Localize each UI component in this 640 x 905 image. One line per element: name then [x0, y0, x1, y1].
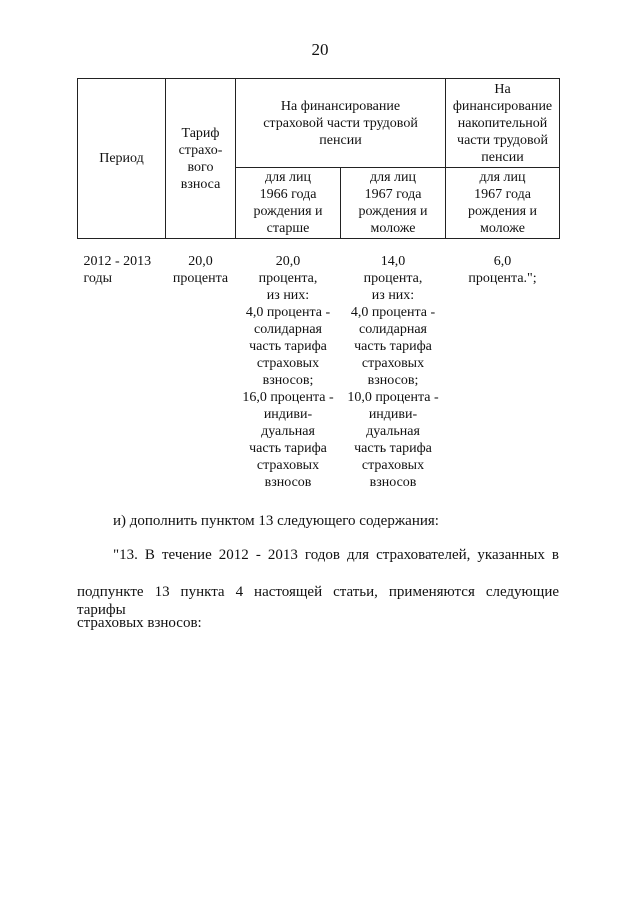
header-period: Период: [78, 79, 166, 239]
cell-older: 20,0 процента, из них: 4,0 процента - солидарная часть тарифа страховых взносов; 16,0 процента - индиви- дуальная часть тарифа страховых взносов: [242, 254, 334, 490]
subheader-born-1966-and-older: для лиц 1966 года рождения и старше: [236, 168, 341, 239]
cell-period: 2012 - 2013 годы: [83, 254, 152, 286]
page-number: 20: [311, 40, 329, 59]
item-i-text: и) дополнить пунктом 13 следующего содержания:: [113, 513, 439, 529]
cell-tariff: 20,0 процента: [172, 254, 229, 286]
subheader-funded-born-1967-and-younger: для лиц 1967 года рождения и моложе: [446, 168, 560, 239]
header-tariff: Тариф страхо- вого взноса: [166, 79, 236, 239]
subheader-born-1967-and-younger: для лиц 1967 года рождения и моложе: [341, 168, 446, 239]
clause-13-line-3: страховых взносов:: [77, 615, 202, 631]
header-funded-part: На финансирование накопительной части трудовой пенсии: [446, 79, 560, 168]
cell-younger: 14,0 процента, из них: 4,0 процента - солидарная часть тарифа страховых взносов; 10,0 процента - индиви- дуальная часть тарифа страховых взносов: [347, 254, 439, 490]
table-row: [78, 253, 560, 491]
clause-13-line-2: подпункте 13 пункта 4 настоящей статьи, применяются следующие тарифы: [77, 584, 559, 618]
clause-13-line-1: "13. В течение 2012 - 2013 годов для страхователей, указанных в: [113, 547, 559, 563]
tariff-table: [77, 78, 560, 491]
cell-funded: 6,0 процента.";: [468, 254, 537, 286]
header-insurance-part: На финансирование страховой части трудовой пенсии: [236, 79, 446, 168]
